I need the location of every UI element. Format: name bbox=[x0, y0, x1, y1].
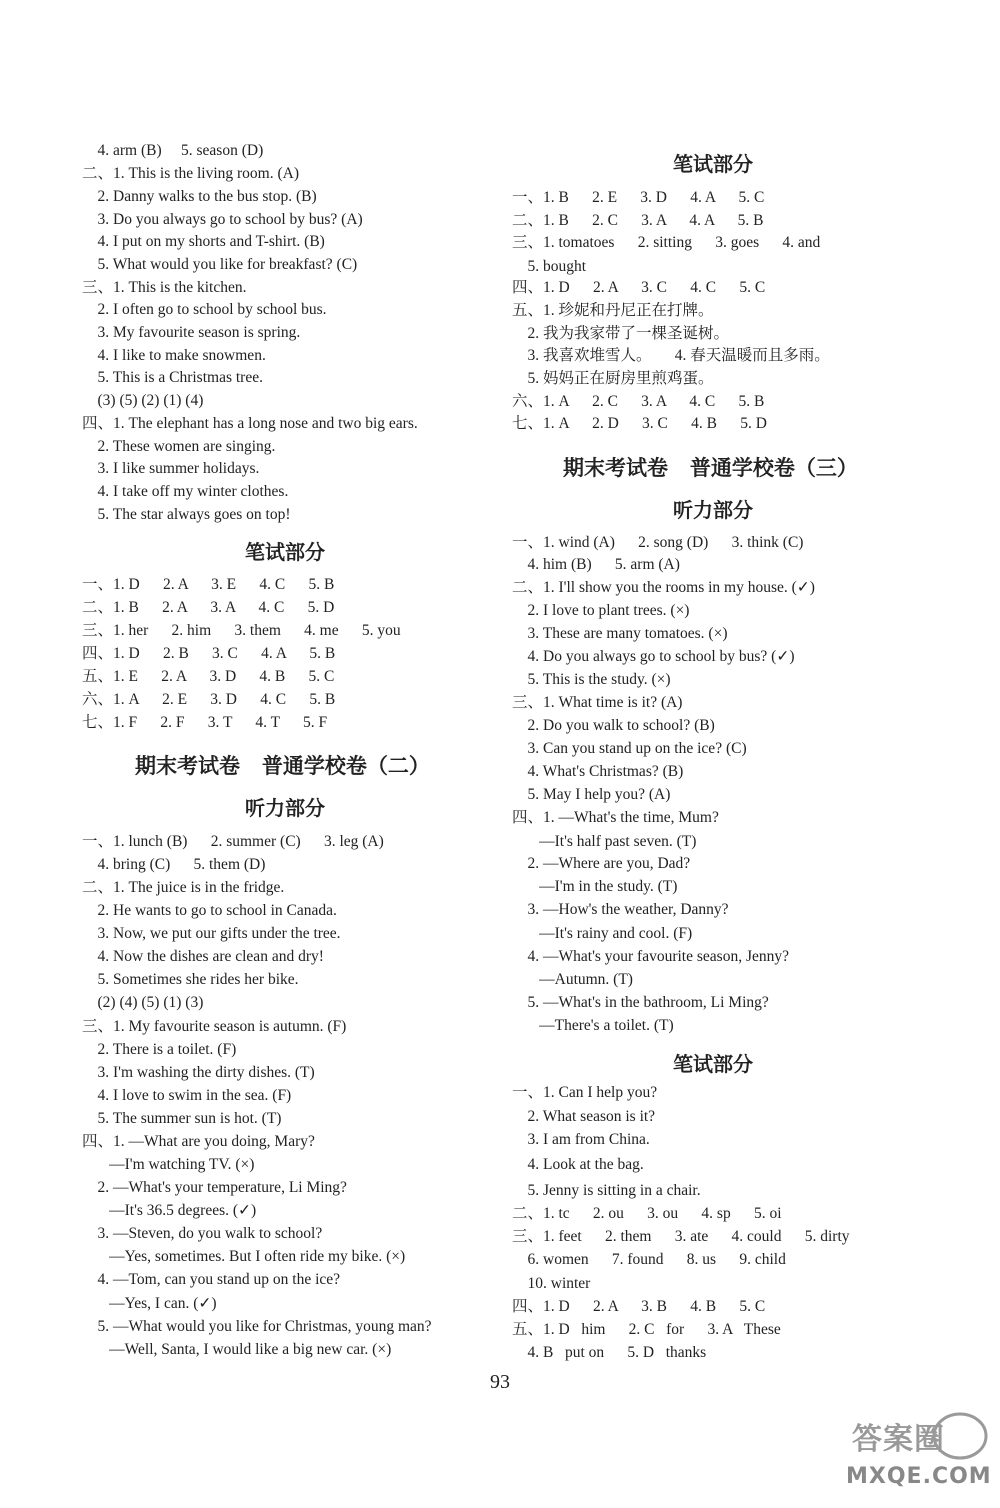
answer-line: 5. May I help you? (A) bbox=[512, 786, 671, 803]
answer-line: 3. Do you always go to school by bus? (A) bbox=[82, 211, 363, 228]
answer-line: 5. Sometimes she rides her bike. bbox=[82, 971, 299, 988]
answer-line: 3. 我喜欢堆雪人。 4. 春天温暖而且多雨。 bbox=[512, 347, 830, 364]
answer-line: 5. This is a Christmas tree. bbox=[82, 369, 263, 386]
answer-line: —There's a toilet. (T) bbox=[512, 1017, 674, 1034]
section-heading: 笔试部分 bbox=[673, 152, 753, 176]
answer-line: 3. Now, we put our gifts under the tree. bbox=[82, 925, 341, 942]
answer-line: 4. I take off my winter clothes. bbox=[82, 483, 289, 500]
answer-line: 二、1. The juice is in the fridge. bbox=[82, 879, 285, 896]
watermark-url: MXQE.COM bbox=[846, 1464, 992, 1489]
answer-line: 4. bring (C) 5. them (D) bbox=[82, 856, 266, 873]
answer-line: 5. This is the study. (×) bbox=[512, 671, 671, 688]
answer-line: 3. I like summer holidays. bbox=[82, 460, 260, 477]
answer-line: 一、1. lunch (B) 2. summer (C) 3. leg (A) bbox=[82, 833, 384, 850]
answer-line: 六、1. A 2. C 3. A 4. C 5. B bbox=[512, 393, 765, 410]
answer-line: 二、1. This is the living room. (A) bbox=[82, 165, 299, 182]
answer-line: 4. him (B) 5. arm (A) bbox=[512, 556, 680, 573]
answer-line: 2. Danny walks to the bus stop. (B) bbox=[82, 188, 317, 205]
answer-line: 3. —How's the weather, Danny? bbox=[512, 901, 729, 918]
answer-line: 三、1. What time is it? (A) bbox=[512, 694, 683, 711]
answer-line: —Well, Santa, I would like a big new car. (×) bbox=[82, 1341, 392, 1358]
section-heading: 听力部分 bbox=[245, 796, 325, 820]
answer-line: (3) (5) (2) (1) (4) bbox=[82, 392, 204, 409]
answer-line: 2. What season is it? bbox=[512, 1108, 656, 1125]
answer-line: 2. These women are singing. bbox=[82, 438, 276, 455]
answer-line: 5. 妈妈正在厨房里煎鸡蛋。 bbox=[512, 370, 714, 387]
answer-line: (2) (4) (5) (1) (3) bbox=[82, 994, 204, 1011]
answer-line: 四、1. The elephant has a long nose and two big ears. bbox=[82, 415, 418, 432]
answer-line: 5. The summer sun is hot. (T) bbox=[82, 1110, 282, 1127]
answer-line: 5. —What's in the bathroom, Li Ming? bbox=[512, 994, 769, 1011]
answer-line: 4. Look at the bag. bbox=[512, 1156, 644, 1173]
answer-line: 2. —Where are you, Dad? bbox=[512, 855, 691, 872]
answer-line: 三、1. My favourite season is autumn. (F) bbox=[82, 1018, 347, 1035]
answer-line: 四、1. D 2. B 3. C 4. A 5. B bbox=[82, 645, 336, 662]
answer-line: 一、1. D 2. A 3. E 4. C 5. B bbox=[82, 576, 335, 593]
answer-line: 4. Now the dishes are clean and dry! bbox=[82, 948, 324, 965]
watermark-text: 答案圈 bbox=[852, 1422, 945, 1457]
watermark-logo bbox=[842, 1408, 992, 1500]
page-number: 93 bbox=[490, 1371, 510, 1393]
section-heading: 笔试部分 bbox=[673, 1052, 753, 1076]
answer-line: 5. bought bbox=[512, 258, 587, 275]
answer-line: 4. B put on 5. D thanks bbox=[512, 1344, 707, 1361]
answer-line: 二、1. B 2. A 3. A 4. C 5. D bbox=[82, 599, 335, 616]
answer-line: 七、1. A 2. D 3. C 4. B 5. D bbox=[512, 415, 767, 432]
answer-line: 二、1. tc 2. ou 3. ou 4. sp 5. oi bbox=[512, 1205, 782, 1222]
answer-line: 4. —What's your favourite season, Jenny? bbox=[512, 948, 789, 965]
answer-line: 5. The star always goes on top! bbox=[82, 506, 291, 523]
answer-line: 三、1. This is the kitchen. bbox=[82, 279, 247, 296]
answer-line: —Autumn. (T) bbox=[512, 971, 633, 988]
answer-line: —I'm watching TV. (×) bbox=[82, 1156, 255, 1173]
answer-line: 三、1. tomatoes 2. sitting 3. goes 4. and bbox=[512, 234, 821, 251]
answer-line: 三、1. feet 2. them 3. ate 4. could 5. dirty bbox=[512, 1228, 850, 1245]
answer-line: 二、1. B 2. C 3. A 4. A 5. B bbox=[512, 212, 764, 229]
answer-line: 五、1. E 2. A 3. D 4. B 5. C bbox=[82, 668, 335, 685]
answer-line: 4. Do you always go to school by bus? (✓) bbox=[512, 648, 795, 665]
answer-line: 10. winter bbox=[512, 1275, 591, 1292]
answer-line: 二、1. I'll show you the rooms in my house. (✓) bbox=[512, 579, 815, 596]
answer-line: —It's rainy and cool. (F) bbox=[512, 925, 693, 942]
answer-line: 四、1. D 2. A 3. C 4. C 5. C bbox=[512, 279, 766, 296]
answer-line: 2. I often go to school by school bus. bbox=[82, 301, 327, 318]
answer-line: 3. These are many tomatoes. (×) bbox=[512, 625, 728, 642]
paper-title: 期末考试卷 普通学校卷（三） bbox=[563, 456, 858, 480]
answer-line: 一、1. B 2. E 3. D 4. A 5. C bbox=[512, 189, 765, 206]
answer-line: 五、1. 珍妮和丹尼正在打牌。 bbox=[512, 302, 714, 319]
answer-line: 4. I put on my shorts and T-shirt. (B) bbox=[82, 233, 325, 250]
answer-line: 4. —Tom, can you stand up on the ice? bbox=[82, 1271, 341, 1288]
answer-line: 2. There is a toilet. (F) bbox=[82, 1041, 237, 1058]
answer-line: 六、1. A 2. E 3. D 4. C 5. B bbox=[82, 691, 336, 708]
answer-line: 2. He wants to go to school in Canada. bbox=[82, 902, 337, 919]
answer-line: 6. women 7. found 8. us 9. child bbox=[512, 1251, 786, 1268]
section-heading: 笔试部分 bbox=[245, 540, 325, 564]
answer-line: 3. Can you stand up on the ice? (C) bbox=[512, 740, 747, 757]
answer-line: 4. I love to swim in the sea. (F) bbox=[82, 1087, 292, 1104]
answer-line: 3. I'm washing the dirty dishes. (T) bbox=[82, 1064, 315, 1081]
answer-line: —Yes, I can. (✓) bbox=[82, 1295, 217, 1312]
answer-line: 5. —What would you like for Christmas, young man? bbox=[82, 1318, 432, 1335]
answer-line: 四、1. D 2. A 3. B 4. B 5. C bbox=[512, 1298, 766, 1315]
answer-line: 七、1. F 2. F 3. T 4. T 5. F bbox=[82, 714, 328, 731]
answer-line: 3. I am from China. bbox=[512, 1131, 650, 1148]
answer-line: 5. Jenny is sitting in a chair. bbox=[512, 1182, 701, 1199]
answer-line: —Yes, sometimes. But I often ride my bike. (×) bbox=[82, 1248, 406, 1265]
answer-line: 4. I like to make snowmen. bbox=[82, 347, 266, 364]
answer-line: —It's half past seven. (T) bbox=[512, 833, 697, 850]
section-heading: 听力部分 bbox=[673, 498, 753, 522]
answer-line: —I'm in the study. (T) bbox=[512, 878, 678, 895]
answer-line: —It's 36.5 degrees. (✓) bbox=[82, 1202, 257, 1219]
answer-line: 3. My favourite season is spring. bbox=[82, 324, 301, 341]
answer-line: 一、1. wind (A) 2. song (D) 3. think (C) bbox=[512, 534, 804, 551]
answer-line: 3. —Steven, do you walk to school? bbox=[82, 1225, 323, 1242]
answer-line: 2. —What's your temperature, Li Ming? bbox=[82, 1179, 347, 1196]
answer-line: 4. What's Christmas? (B) bbox=[512, 763, 684, 780]
answer-line: 2. I love to plant trees. (×) bbox=[512, 602, 690, 619]
answer-line: 一、1. Can I help you? bbox=[512, 1084, 658, 1101]
answer-line: 4. arm (B) 5. season (D) bbox=[82, 142, 264, 159]
answer-line: 2. 我为我家带了一棵圣诞树。 bbox=[512, 325, 730, 342]
answer-line: 5. What would you like for breakfast? (C) bbox=[82, 256, 358, 273]
answer-line: 四、1. —What's the time, Mum? bbox=[512, 809, 719, 826]
answer-line: 三、1. her 2. him 3. them 4. me 5. you bbox=[82, 622, 401, 639]
paper-title: 期末考试卷 普通学校卷（二） bbox=[135, 754, 430, 778]
answer-line: 2. Do you walk to school? (B) bbox=[512, 717, 715, 734]
answer-line: 五、1. D him 2. C for 3. A These bbox=[512, 1321, 781, 1338]
answer-line: 四、1. —What are you doing, Mary? bbox=[82, 1133, 315, 1150]
